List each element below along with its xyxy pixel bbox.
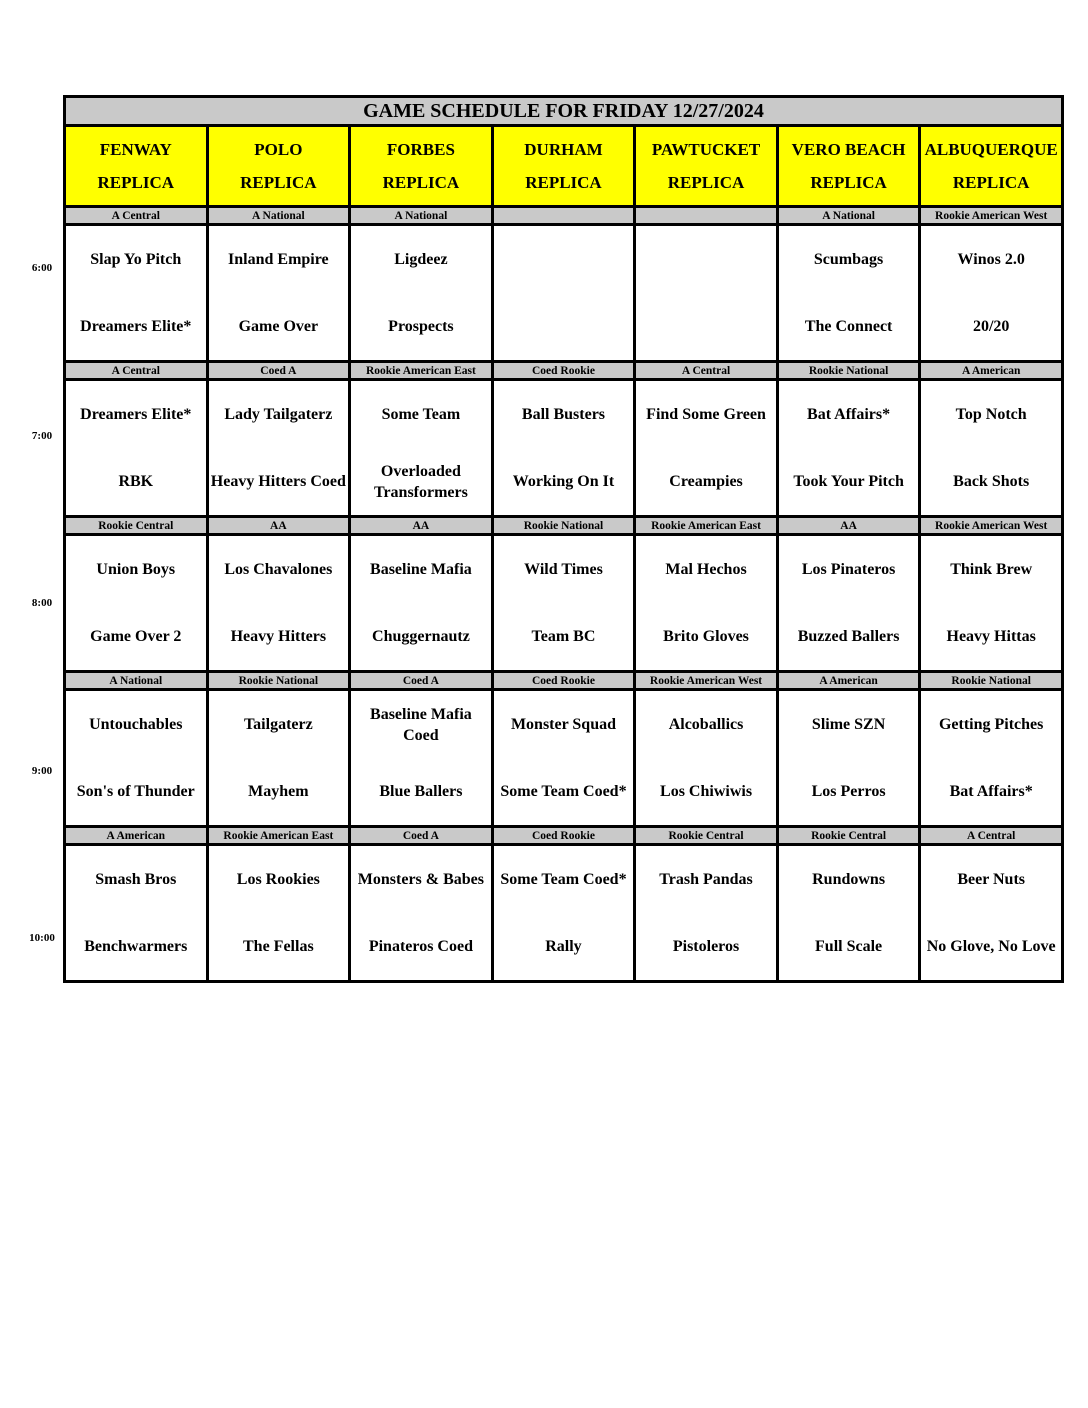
field-name: PAWTUCKET bbox=[651, 140, 761, 159]
team-cell: Smash Bros bbox=[65, 845, 208, 914]
division-row bbox=[65, 207, 1063, 225]
field-name: FORBES bbox=[386, 140, 455, 159]
team-cell: Monster Squad bbox=[492, 690, 635, 759]
field-header-row bbox=[65, 126, 1063, 207]
team-cell: Heavy Hittas bbox=[920, 603, 1063, 672]
schedule-title: GAME SCHEDULE FOR FRIDAY 12/27/2024 bbox=[65, 97, 1063, 126]
team-cell: Wild Times bbox=[492, 535, 635, 604]
team-cell: Son's of Thunder bbox=[65, 758, 208, 827]
team-cell: Find Some Green bbox=[635, 380, 778, 449]
division-label: Rookie American East bbox=[350, 362, 493, 380]
team-cell: Beer Nuts bbox=[920, 845, 1063, 914]
home-team-row bbox=[65, 845, 1063, 914]
division-label bbox=[635, 207, 778, 225]
team-cell: Brito Gloves bbox=[635, 603, 778, 672]
team-cell bbox=[635, 293, 778, 362]
field-subtitle: REPLICA bbox=[240, 173, 317, 192]
division-label: A American bbox=[65, 827, 208, 845]
division-label: Rookie American East bbox=[635, 517, 778, 535]
division-label: Rookie National bbox=[207, 672, 350, 690]
team-cell: Team BC bbox=[492, 603, 635, 672]
team-cell: Top Notch bbox=[920, 380, 1063, 449]
division-label: Rookie American West bbox=[920, 207, 1063, 225]
division-label: Rookie American West bbox=[635, 672, 778, 690]
field-header bbox=[207, 126, 350, 207]
home-team-row bbox=[65, 535, 1063, 604]
team-cell: Dreamers Elite* bbox=[65, 293, 208, 362]
team-cell: Mayhem bbox=[207, 758, 350, 827]
team-cell: Heavy Hitters Coed bbox=[207, 448, 350, 517]
field-name: ALBUQUERQUE bbox=[924, 140, 1058, 159]
team-cell: Rundowns bbox=[777, 845, 920, 914]
division-label: Coed A bbox=[350, 672, 493, 690]
team-cell: Bat Affairs* bbox=[777, 380, 920, 449]
division-label: A American bbox=[777, 672, 920, 690]
division-label: A National bbox=[207, 207, 350, 225]
field-subtitle: REPLICA bbox=[525, 173, 602, 192]
time-label: 7:00 bbox=[31, 429, 53, 442]
division-label: Rookie Central bbox=[777, 827, 920, 845]
team-cell: Benchwarmers bbox=[65, 913, 208, 982]
team-cell: Monsters & Babes bbox=[350, 845, 493, 914]
team-cell: Bat Affairs* bbox=[920, 758, 1063, 827]
team-cell: Union Boys bbox=[65, 535, 208, 604]
field-name: POLO bbox=[254, 140, 303, 159]
division-label: A American bbox=[920, 362, 1063, 380]
team-cell: Getting Pitches bbox=[920, 690, 1063, 759]
team-cell: Heavy Hitters bbox=[207, 603, 350, 672]
team-cell: Winos 2.0 bbox=[920, 225, 1063, 294]
team-cell: Dreamers Elite* bbox=[65, 380, 208, 449]
team-cell bbox=[635, 225, 778, 294]
team-cell: Baseline Mafia Coed bbox=[350, 690, 493, 759]
field-name: DURHAM bbox=[524, 140, 603, 159]
team-cell: Rally bbox=[492, 913, 635, 982]
field-header bbox=[492, 126, 635, 207]
division-label: Rookie American West bbox=[920, 517, 1063, 535]
team-cell: Trash Pandas bbox=[635, 845, 778, 914]
team-cell: Alcoballics bbox=[635, 690, 778, 759]
division-label: A National bbox=[65, 672, 208, 690]
team-cell: Baseline Mafia bbox=[350, 535, 493, 604]
field-header bbox=[635, 126, 778, 207]
team-cell: Los Rookies bbox=[207, 845, 350, 914]
team-cell: Full Scale bbox=[777, 913, 920, 982]
team-cell: Untouchables bbox=[65, 690, 208, 759]
division-label: Coed Rookie bbox=[492, 672, 635, 690]
field-name: FENWAY bbox=[99, 140, 172, 159]
division-label: A Central bbox=[920, 827, 1063, 845]
team-cell: Ligdeez bbox=[350, 225, 493, 294]
team-cell: Prospects bbox=[350, 293, 493, 362]
team-cell: Ball Busters bbox=[492, 380, 635, 449]
division-label: A Central bbox=[65, 362, 208, 380]
team-cell: Inland Empire bbox=[207, 225, 350, 294]
division-label: Coed Rookie bbox=[492, 362, 635, 380]
division-row bbox=[65, 362, 1063, 380]
field-header bbox=[920, 126, 1063, 207]
time-label: 10:00 bbox=[29, 932, 55, 944]
team-cell: Los Chiwiwis bbox=[635, 758, 778, 827]
team-cell: Took Your Pitch bbox=[777, 448, 920, 517]
division-label: Rookie National bbox=[492, 517, 635, 535]
field-header bbox=[65, 126, 208, 207]
team-cell: Some Team Coed* bbox=[492, 758, 635, 827]
team-cell: Tailgaterz bbox=[207, 690, 350, 759]
team-cell: Los Perros bbox=[777, 758, 920, 827]
team-cell: Game Over 2 bbox=[65, 603, 208, 672]
team-cell: Game Over bbox=[207, 293, 350, 362]
team-cell: Scumbags bbox=[777, 225, 920, 294]
team-cell: The Connect bbox=[777, 293, 920, 362]
division-label: A National bbox=[777, 207, 920, 225]
time-label: 6:00 bbox=[31, 262, 53, 274]
division-label: Rookie National bbox=[777, 362, 920, 380]
field-subtitle: REPLICA bbox=[382, 173, 460, 192]
division-label: AA bbox=[207, 517, 350, 535]
team-cell: No Glove, No Love bbox=[920, 913, 1063, 982]
division-row bbox=[65, 672, 1063, 690]
division-label: Rookie Central bbox=[635, 827, 778, 845]
division-label: Rookie Central bbox=[65, 517, 208, 535]
away-team-row bbox=[65, 448, 1063, 517]
schedule-table bbox=[63, 95, 1064, 983]
team-cell: Back Shots bbox=[920, 448, 1063, 517]
field-subtitle: REPLICA bbox=[952, 173, 1030, 192]
division-row bbox=[65, 517, 1063, 535]
team-cell: Buzzed Ballers bbox=[777, 603, 920, 672]
team-cell bbox=[492, 225, 635, 294]
time-label: 9:00 bbox=[31, 764, 53, 777]
home-team-row bbox=[65, 380, 1063, 449]
division-label: Rookie American East bbox=[207, 827, 350, 845]
team-cell: Pinateros Coed bbox=[350, 913, 493, 982]
team-cell: The Fellas bbox=[207, 913, 350, 982]
away-team-row bbox=[65, 913, 1063, 982]
team-cell: Working On It bbox=[492, 448, 635, 517]
away-team-row bbox=[65, 758, 1063, 827]
division-label: Coed A bbox=[350, 827, 493, 845]
home-team-row bbox=[65, 225, 1063, 294]
division-label: Rookie National bbox=[920, 672, 1063, 690]
division-label bbox=[492, 207, 635, 225]
team-cell: Some Team bbox=[350, 380, 493, 449]
team-cell: Los Chavalones bbox=[207, 535, 350, 604]
field-subtitle: REPLICA bbox=[810, 173, 887, 192]
division-label: Coed Rookie bbox=[492, 827, 635, 845]
team-cell: Slap Yo Pitch bbox=[65, 225, 208, 294]
division-label: A National bbox=[350, 207, 493, 225]
division-label: Coed A bbox=[207, 362, 350, 380]
team-cell bbox=[492, 293, 635, 362]
field-subtitle: REPLICA bbox=[97, 173, 175, 192]
team-cell: Mal Hechos bbox=[635, 535, 778, 604]
division-label: AA bbox=[777, 517, 920, 535]
field-header bbox=[350, 126, 493, 207]
away-team-row bbox=[65, 293, 1063, 362]
team-cell: Slime SZN bbox=[777, 690, 920, 759]
team-cell: Creampies bbox=[635, 448, 778, 517]
division-label: AA bbox=[350, 517, 493, 535]
field-name: VERO BEACH bbox=[791, 140, 906, 159]
division-label: A Central bbox=[635, 362, 778, 380]
home-team-row bbox=[65, 690, 1063, 759]
time-label: 8:00 bbox=[31, 597, 53, 609]
team-cell: Los Pinateros bbox=[777, 535, 920, 604]
team-cell: 20/20 bbox=[920, 293, 1063, 362]
field-subtitle: REPLICA bbox=[667, 173, 745, 192]
team-cell: Lady Tailgaterz bbox=[207, 380, 350, 449]
field-header bbox=[777, 126, 920, 207]
team-cell: Think Brew bbox=[920, 535, 1063, 604]
team-cell: Some Team Coed* bbox=[492, 845, 635, 914]
team-cell: RBK bbox=[65, 448, 208, 517]
division-row bbox=[65, 827, 1063, 845]
team-cell: Blue Ballers bbox=[350, 758, 493, 827]
title-row bbox=[65, 97, 1063, 126]
away-team-row bbox=[65, 603, 1063, 672]
team-cell: Overloaded Transformers bbox=[350, 448, 493, 517]
team-cell: Pistoleros bbox=[635, 913, 778, 982]
division-label: A Central bbox=[65, 207, 208, 225]
team-cell: Chuggernautz bbox=[350, 603, 493, 672]
